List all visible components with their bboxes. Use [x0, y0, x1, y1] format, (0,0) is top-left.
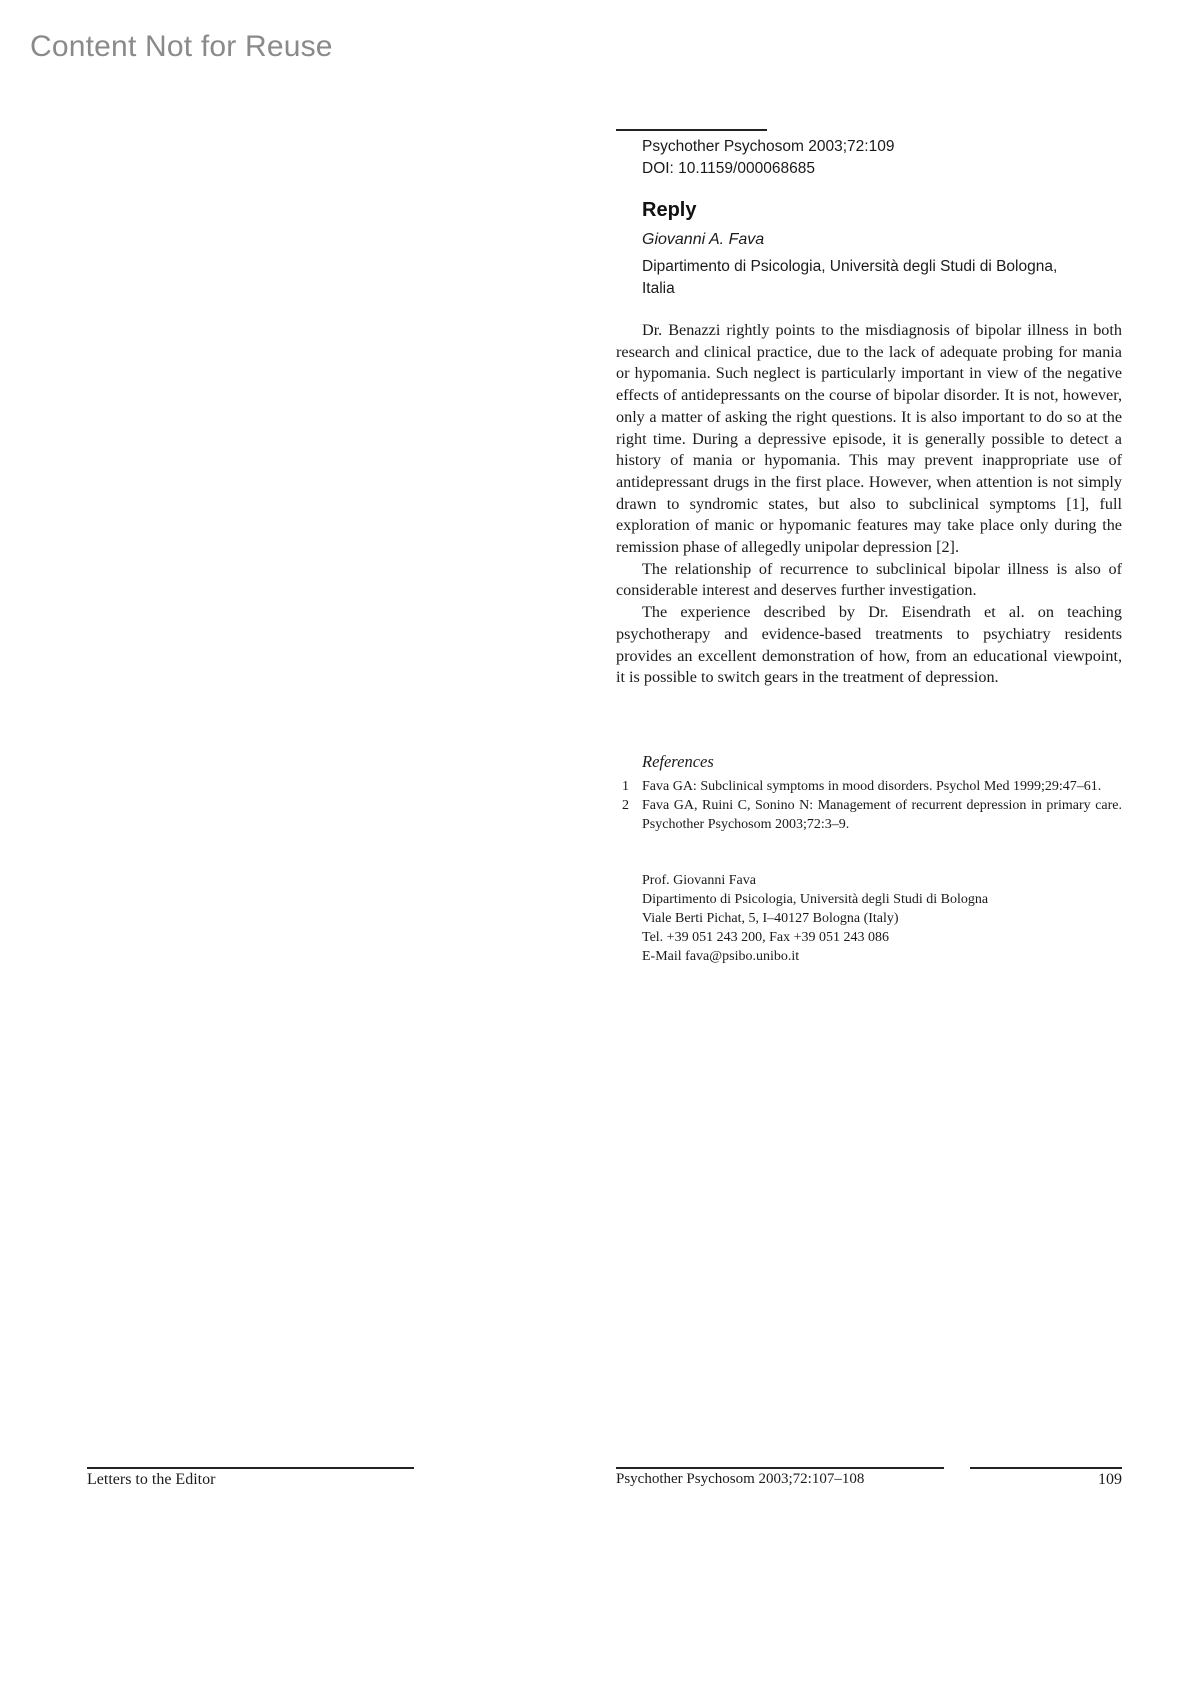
- page-number: 109: [1098, 1471, 1122, 1488]
- email-address: E-Mail fava@psibo.unibo.it: [642, 949, 800, 964]
- doi: DOI: 10.1159/000068685: [642, 160, 815, 177]
- address-line: Tel. +39 051 243 200, Fax +39 051 243 086: [642, 930, 889, 945]
- body-paragraph: The experience described by Dr. Eisendrath et al. on teaching psychotherapy and evidence-based treatments to psychiatry residents provides an excellent demonstration of how, from an educational viewpoint, it is possible to switch gears in the treatment of depression.: [616, 603, 1122, 687]
- reference-item: [622, 796, 1122, 834]
- reference-item: [622, 777, 1122, 796]
- footer-section: Letters to the Editor: [87, 1471, 216, 1488]
- body-paragraph: Dr. Benazzi rightly points to the misdiagnosis of bipolar illness in both research and clinical practice, due to the lack of adequate probing for mania or hypomania. Such neglect is particularly important in view of the negative effects of antidepressants on the course of bipolar disorder. It is not, however, only a matter of asking the right questions. It is also important to do so at the right time. During a depressive episode, it is generally possible to detect a history of mania or hypomania. This may prevent inappropriate use of antidepressant drugs in the first place. However, when attention is not simply drawn to syndromic states, but also to subclinical symptoms [1], full exploration of manic or hypomanic features may take place only during the remission phase of allegedly unipolar depression [2].: [616, 321, 1122, 557]
- address-line: Viale Berti Pichat, 5, I–40127 Bologna (Italy): [642, 911, 899, 926]
- references-heading: References: [642, 752, 714, 771]
- footer-rule-right: [970, 1467, 1122, 1469]
- reference-text: Fava GA, Ruini C, Sonino N: Management of recurrent depression in primary care. Psychother Psychosom 2003;72:3–9.: [642, 798, 1122, 832]
- body-paragraph: The relationship of recurrence to subclinical bipolar illness is also of considerable interest and deserves further investigation.: [616, 559, 1122, 600]
- references-list: [622, 777, 1122, 834]
- journal-info: [642, 136, 894, 180]
- author-affiliation: [642, 256, 1122, 300]
- address-line: Prof. Giovanni Fava: [642, 873, 756, 888]
- header-rule: [616, 129, 767, 131]
- footer-citation: Psychother Psychosom 2003;72:107–108: [616, 1471, 865, 1487]
- reference-number: 2: [622, 798, 629, 813]
- address-line: Dipartimento di Psicologia, Università degli Studi di Bologna: [642, 892, 989, 907]
- watermark: Content Not for Reuse: [30, 30, 333, 63]
- author-name: Giovanni A. Fava: [642, 231, 765, 248]
- affiliation-line: Dipartimento di Psicologia, Università degli Studi di Bologna,: [642, 258, 1058, 275]
- article-title: Reply: [642, 199, 697, 221]
- affiliation-line: Italia: [642, 280, 675, 297]
- footer-rule-middle: [616, 1467, 944, 1469]
- article-body: [616, 320, 1122, 689]
- reference-text: Fava GA: Subclinical symptoms in mood disorders. Psychol Med 1999;29:47–61.: [642, 779, 1102, 794]
- reference-number: 1: [622, 779, 629, 794]
- correspondence-address: [642, 871, 988, 966]
- footer-rule-left: [87, 1467, 414, 1469]
- journal-citation: Psychother Psychosom 2003;72:109: [642, 138, 895, 155]
